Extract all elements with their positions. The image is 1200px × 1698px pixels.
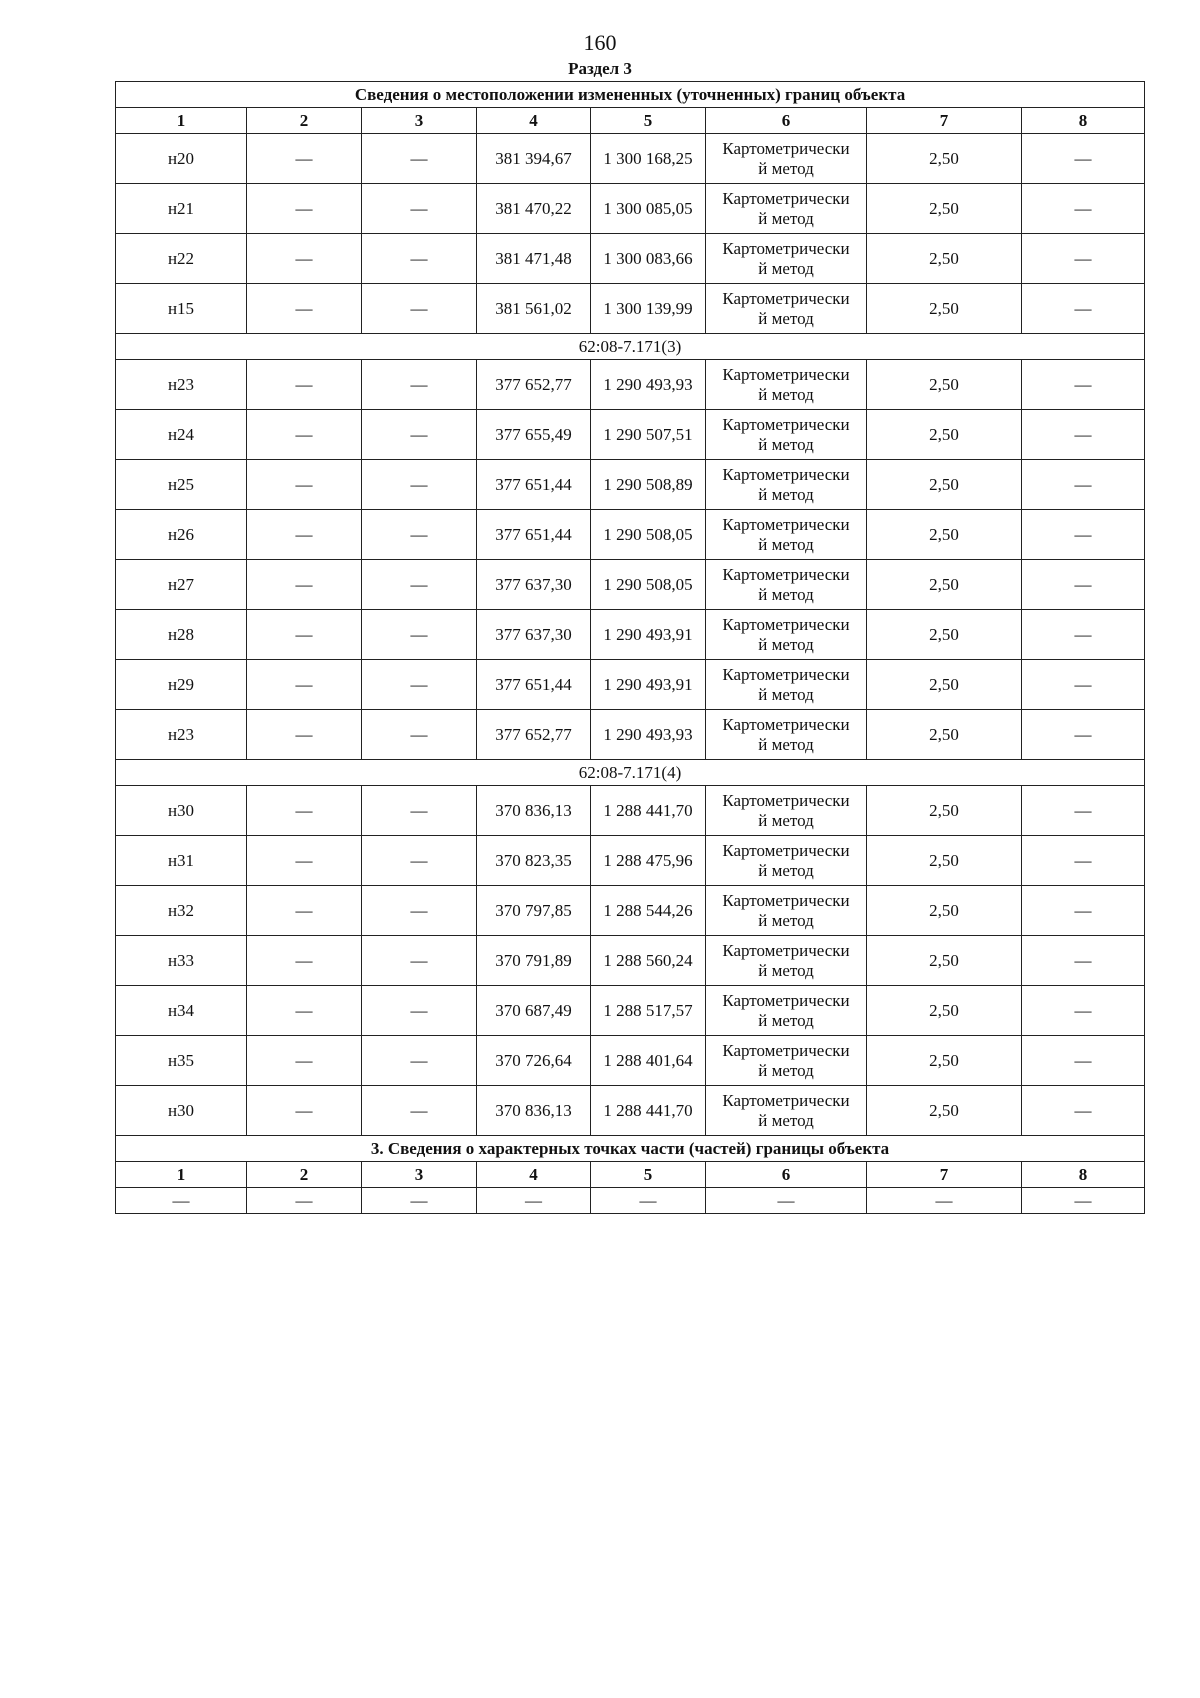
method-line1: Картометрически (722, 514, 850, 534)
coord-x: 377 655,49 (477, 410, 591, 460)
cell-dash: — (362, 986, 477, 1036)
col-number-3: 3 (362, 108, 477, 134)
table1-title-row (116, 82, 1145, 108)
cell-dash: — (362, 1188, 477, 1214)
coord-x: 381 470,22 (477, 184, 591, 234)
cell-dash: — (1022, 660, 1145, 710)
accuracy: 2,50 (867, 886, 1022, 936)
cell-dash: — (247, 360, 362, 410)
method-line2: й метод (758, 860, 814, 880)
coord-x: 370 687,49 (477, 986, 591, 1036)
table-row (116, 936, 1145, 986)
col-number-8: 8 (1022, 108, 1145, 134)
method-line2: й метод (758, 1110, 814, 1130)
method-line1: Картометрически (722, 238, 850, 258)
coord-y: 1 300 168,25 (591, 134, 706, 184)
accuracy: 2,50 (867, 560, 1022, 610)
coord-y: 1 290 508,05 (591, 560, 706, 610)
cell-dash: — (362, 410, 477, 460)
point-id: н21 (116, 184, 247, 234)
point-id: н23 (116, 360, 247, 410)
cell-dash: — (362, 184, 477, 234)
group-row (116, 760, 1145, 786)
cell-dash: — (247, 660, 362, 710)
cell-dash: — (362, 1086, 477, 1136)
point-id: н30 (116, 1086, 247, 1136)
col-number-5: 5 (591, 1162, 706, 1188)
col-number-6: 6 (706, 108, 867, 134)
method-cell (706, 836, 867, 886)
cell-dash: — (362, 610, 477, 660)
cell-dash: — (247, 184, 362, 234)
method-line1: Картометрически (722, 288, 850, 308)
accuracy: 2,50 (867, 610, 1022, 660)
table-row (116, 460, 1145, 510)
method-cell (706, 610, 867, 660)
accuracy: 2,50 (867, 510, 1022, 560)
point-id: н24 (116, 410, 247, 460)
table-row (116, 1036, 1145, 1086)
table2-column-numbers (116, 1162, 1145, 1188)
cell-dash: — (247, 410, 362, 460)
group-row (116, 334, 1145, 360)
method-cell (706, 1086, 867, 1136)
table-row (116, 710, 1145, 760)
method-cell (706, 786, 867, 836)
cell-dash: — (247, 234, 362, 284)
cell-dash: — (247, 284, 362, 334)
col-number-1: 1 (116, 1162, 247, 1188)
point-id: н34 (116, 986, 247, 1036)
accuracy: 2,50 (867, 360, 1022, 410)
accuracy: 2,50 (867, 1086, 1022, 1136)
point-id: н26 (116, 510, 247, 560)
cell-dash: — (247, 610, 362, 660)
method-line2: й метод (758, 810, 814, 830)
coord-x: 377 651,44 (477, 460, 591, 510)
method-line2: й метод (758, 1060, 814, 1080)
method-cell (706, 936, 867, 986)
coord-y: 1 290 508,05 (591, 510, 706, 560)
cell-dash: — (1022, 1188, 1145, 1214)
method-cell (706, 284, 867, 334)
cell-dash: — (362, 936, 477, 986)
method-line1: Картометрически (722, 840, 850, 860)
cell-dash: — (247, 886, 362, 936)
coord-y: 1 300 083,66 (591, 234, 706, 284)
col-number-7: 7 (867, 1162, 1022, 1188)
col-number-5: 5 (591, 108, 706, 134)
cell-dash: — (867, 1188, 1022, 1214)
method-cell (706, 1036, 867, 1086)
method-cell (706, 460, 867, 510)
point-id: н20 (116, 134, 247, 184)
method-line2: й метод (758, 960, 814, 980)
method-line2: й метод (758, 684, 814, 704)
col-number-4: 4 (477, 108, 591, 134)
method-cell (706, 360, 867, 410)
coord-y: 1 288 544,26 (591, 886, 706, 936)
table-row (116, 360, 1145, 410)
coord-x: 381 471,48 (477, 234, 591, 284)
group-label: 62:08-7.171(3) (116, 334, 1145, 360)
section-title: Раздел 3 (568, 59, 632, 78)
cell-dash: — (1022, 786, 1145, 836)
cell-dash: — (1022, 836, 1145, 886)
cell-dash: — (362, 660, 477, 710)
cell-dash: — (362, 1036, 477, 1086)
col-number-7: 7 (867, 108, 1022, 134)
coord-x: 377 652,77 (477, 360, 591, 410)
cell-dash: — (1022, 936, 1145, 986)
method-line2: й метод (758, 384, 814, 404)
table2-empty-row (116, 1188, 1145, 1214)
method-cell (706, 710, 867, 760)
cell-dash: — (362, 560, 477, 610)
coord-x: 377 637,30 (477, 610, 591, 660)
point-id: н31 (116, 836, 247, 886)
method-line1: Картометрически (722, 940, 850, 960)
col-number-2: 2 (247, 1162, 362, 1188)
table-row (116, 1086, 1145, 1136)
method-line1: Картометрически (722, 414, 850, 434)
accuracy: 2,50 (867, 234, 1022, 284)
cell-dash: — (362, 234, 477, 284)
accuracy: 2,50 (867, 184, 1022, 234)
accuracy: 2,50 (867, 1036, 1022, 1086)
cell-dash: — (1022, 360, 1145, 410)
coord-y: 1 288 401,64 (591, 1036, 706, 1086)
accuracy: 2,50 (867, 460, 1022, 510)
method-line1: Картометрически (722, 564, 850, 584)
cell-dash: — (1022, 184, 1145, 234)
point-id: н22 (116, 234, 247, 284)
method-line1: Картометрически (722, 990, 850, 1010)
cell-dash: — (247, 710, 362, 760)
coord-y: 1 288 441,70 (591, 786, 706, 836)
col-number-6: 6 (706, 1162, 867, 1188)
table2-title: 3. Сведения о характерных точках части (частей) границы объекта (116, 1136, 1145, 1162)
coord-x: 377 651,44 (477, 660, 591, 710)
coord-x: 377 652,77 (477, 710, 591, 760)
group-label: 62:08-7.171(4) (116, 760, 1145, 786)
coord-y: 1 290 493,93 (591, 710, 706, 760)
point-id: н25 (116, 460, 247, 510)
cell-dash: — (362, 786, 477, 836)
cell-dash: — (1022, 710, 1145, 760)
cell-dash: — (1022, 134, 1145, 184)
cell-dash: — (706, 1188, 867, 1214)
method-cell (706, 410, 867, 460)
col-number-4: 4 (477, 1162, 591, 1188)
cell-dash: — (1022, 284, 1145, 334)
method-line1: Картометрически (722, 664, 850, 684)
method-line2: й метод (758, 434, 814, 454)
cell-dash: — (116, 1188, 247, 1214)
table-row (116, 610, 1145, 660)
accuracy: 2,50 (867, 710, 1022, 760)
coord-x: 370 797,85 (477, 886, 591, 936)
method-cell (706, 510, 867, 560)
method-cell (706, 886, 867, 936)
cell-dash: — (247, 560, 362, 610)
cell-dash: — (247, 836, 362, 886)
accuracy: 2,50 (867, 986, 1022, 1036)
accuracy: 2,50 (867, 786, 1022, 836)
cell-dash: — (591, 1188, 706, 1214)
table-row (116, 184, 1145, 234)
cell-dash: — (247, 786, 362, 836)
coord-x: 377 651,44 (477, 510, 591, 560)
coord-y: 1 300 085,05 (591, 184, 706, 234)
cell-dash: — (362, 460, 477, 510)
table-row (116, 410, 1145, 460)
page-number: 160 (583, 30, 617, 55)
table1-title: Сведения о местоположении измененных (уточненных) границ объекта (116, 82, 1145, 108)
table-row (116, 786, 1145, 836)
cell-dash: — (247, 1188, 362, 1214)
method-line2: й метод (758, 634, 814, 654)
cell-dash: — (247, 936, 362, 986)
table2-title-row (116, 1136, 1145, 1162)
method-line2: й метод (758, 534, 814, 554)
table-row (116, 560, 1145, 610)
point-id: н27 (116, 560, 247, 610)
coord-x: 370 836,13 (477, 786, 591, 836)
method-line1: Картометрически (722, 364, 850, 384)
point-id: н30 (116, 786, 247, 836)
coord-x: 370 791,89 (477, 936, 591, 986)
accuracy: 2,50 (867, 410, 1022, 460)
cell-dash: — (247, 1036, 362, 1086)
table-row (116, 986, 1145, 1036)
method-line1: Картометрически (722, 790, 850, 810)
cell-dash: — (362, 510, 477, 560)
method-cell (706, 134, 867, 184)
coord-x: 381 561,02 (477, 284, 591, 334)
cell-dash: — (1022, 410, 1145, 460)
method-line2: й метод (758, 584, 814, 604)
point-id: н35 (116, 1036, 247, 1086)
cell-dash: — (1022, 610, 1145, 660)
cell-dash: — (362, 284, 477, 334)
col-number-1: 1 (116, 108, 247, 134)
point-id: н28 (116, 610, 247, 660)
cell-dash: — (1022, 1086, 1145, 1136)
cell-dash: — (477, 1188, 591, 1214)
cell-dash: — (1022, 1036, 1145, 1086)
method-cell (706, 184, 867, 234)
method-line2: й метод (758, 158, 814, 178)
cell-dash: — (1022, 886, 1145, 936)
method-line1: Картометрически (722, 714, 850, 734)
table-row (116, 510, 1145, 560)
coord-x: 370 823,35 (477, 836, 591, 886)
cell-dash: — (1022, 986, 1145, 1036)
cell-dash: — (247, 460, 362, 510)
coord-x: 381 394,67 (477, 134, 591, 184)
coord-y: 1 290 508,89 (591, 460, 706, 510)
col-number-8: 8 (1022, 1162, 1145, 1188)
table-row (116, 284, 1145, 334)
coord-y: 1 288 560,24 (591, 936, 706, 986)
point-id: н32 (116, 886, 247, 936)
method-line2: й метод (758, 734, 814, 754)
method-line1: Картометрически (722, 1040, 850, 1060)
point-id: н15 (116, 284, 247, 334)
method-cell (706, 560, 867, 610)
method-line1: Картометрически (722, 890, 850, 910)
accuracy: 2,50 (867, 284, 1022, 334)
point-id: н29 (116, 660, 247, 710)
method-line1: Картометрически (722, 464, 850, 484)
coord-x: 370 726,64 (477, 1036, 591, 1086)
point-id: н23 (116, 710, 247, 760)
table-row (116, 234, 1145, 284)
col-number-2: 2 (247, 108, 362, 134)
accuracy: 2,50 (867, 660, 1022, 710)
method-line1: Картометрически (722, 614, 850, 634)
table-row (116, 660, 1145, 710)
method-line1: Картометрически (722, 188, 850, 208)
method-line2: й метод (758, 484, 814, 504)
cell-dash: — (1022, 234, 1145, 284)
method-line1: Картометрически (722, 1090, 850, 1110)
coord-y: 1 288 441,70 (591, 1086, 706, 1136)
cell-dash: — (247, 134, 362, 184)
cell-dash: — (362, 710, 477, 760)
coord-y: 1 288 517,57 (591, 986, 706, 1036)
method-cell (706, 660, 867, 710)
coord-x: 370 836,13 (477, 1086, 591, 1136)
method-line2: й метод (758, 1010, 814, 1030)
cell-dash: — (362, 836, 477, 886)
method-cell (706, 234, 867, 284)
method-line1: Картометрически (722, 138, 850, 158)
method-cell (706, 986, 867, 1036)
coord-y: 1 290 493,91 (591, 660, 706, 710)
table-row (116, 886, 1145, 936)
cell-dash: — (1022, 560, 1145, 610)
method-line2: й метод (758, 308, 814, 328)
point-id: н33 (116, 936, 247, 986)
cell-dash: — (1022, 460, 1145, 510)
coord-x: 377 637,30 (477, 560, 591, 610)
coord-y: 1 290 493,93 (591, 360, 706, 410)
coord-y: 1 300 139,99 (591, 284, 706, 334)
col-number-3: 3 (362, 1162, 477, 1188)
cell-dash: — (247, 986, 362, 1036)
coord-y: 1 290 493,91 (591, 610, 706, 660)
cell-dash: — (1022, 510, 1145, 560)
cell-dash: — (362, 886, 477, 936)
cell-dash: — (362, 134, 477, 184)
method-line2: й метод (758, 258, 814, 278)
cell-dash: — (362, 360, 477, 410)
accuracy: 2,50 (867, 836, 1022, 886)
boundary-table (115, 81, 1145, 1214)
table-row (116, 836, 1145, 886)
table1-column-numbers (116, 108, 1145, 134)
accuracy: 2,50 (867, 134, 1022, 184)
method-line2: й метод (758, 208, 814, 228)
coord-y: 1 290 507,51 (591, 410, 706, 460)
accuracy: 2,50 (867, 936, 1022, 986)
cell-dash: — (247, 510, 362, 560)
coord-y: 1 288 475,96 (591, 836, 706, 886)
cell-dash: — (247, 1086, 362, 1136)
method-line2: й метод (758, 910, 814, 930)
table-row (116, 134, 1145, 184)
